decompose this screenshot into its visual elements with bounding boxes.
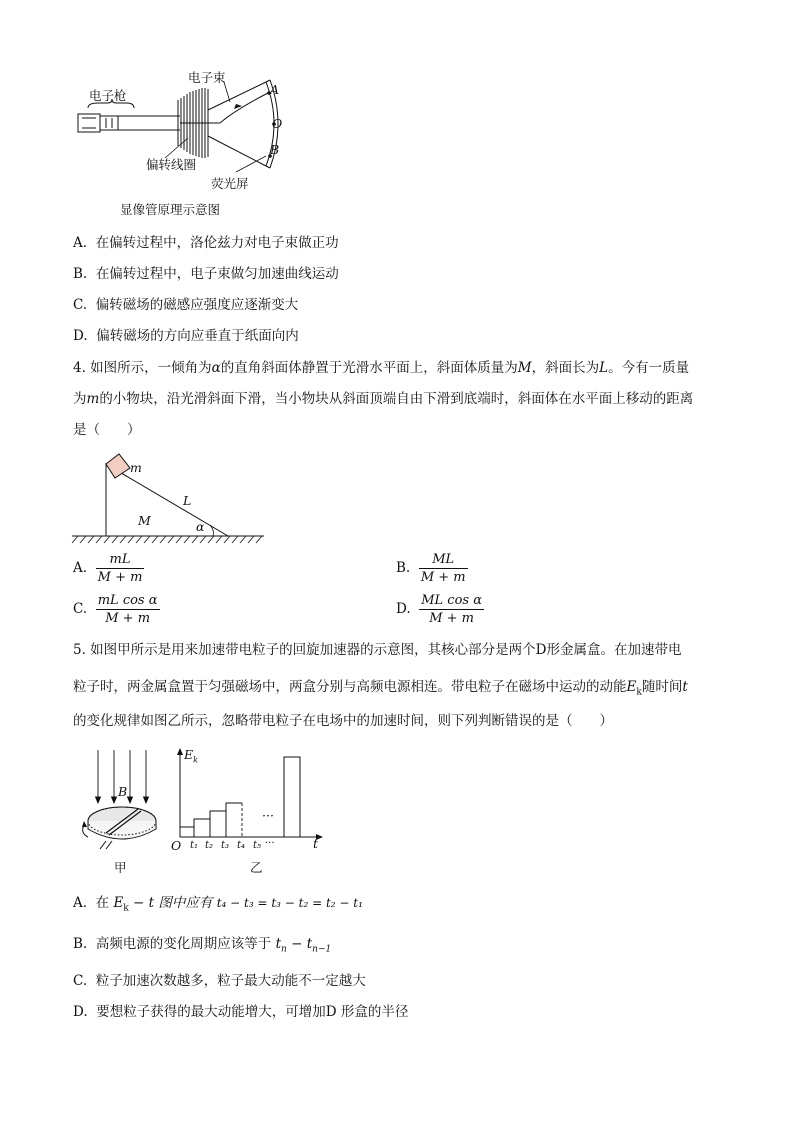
option-text: 在偏转过程中，洛伦兹力对电子束做正功: [95, 235, 339, 251]
incline-angle-label: α: [196, 519, 205, 534]
option-fraction: [96, 552, 145, 585]
denominator: M + m: [97, 570, 143, 585]
formula-part: − t: [286, 936, 313, 952]
q5-ek-sub: k: [636, 687, 642, 698]
option-letter: B.: [73, 266, 88, 282]
option-letter: A.: [73, 895, 88, 911]
graph-tick-t3: t₃: [221, 840, 230, 851]
crt-point-a-label: A: [270, 82, 280, 97]
formula-part: t: [275, 936, 282, 952]
denominator: M + m: [420, 570, 466, 585]
crt-beam-label: 电子束: [188, 70, 226, 85]
denominator: M + m: [429, 611, 475, 626]
q3-option-a: [73, 233, 339, 253]
q5-option-a: [73, 893, 363, 919]
cyclotron-diagram: [70, 745, 170, 860]
q4-option-b: [396, 552, 468, 585]
q5-ek: E: [626, 679, 637, 695]
graph-y-axis-label: [184, 747, 198, 765]
option-text: 粒子加速次数越多，粒子最大动能不一定越大: [95, 973, 366, 989]
option-text: − t 图中应有: [128, 895, 213, 911]
option-letter: B.: [396, 560, 411, 576]
q5-stem-line-2: [73, 677, 688, 703]
option-text: 在偏转过程中，电子束做匀加速曲线运动: [95, 266, 339, 282]
q4-text: 。今有一质量: [608, 360, 690, 376]
q4-alpha: α: [211, 360, 221, 376]
q4-stem-line-3: 是（ ）: [73, 422, 141, 438]
numerator: ML cos α: [421, 593, 483, 608]
q5-stem-line-3: 的变化规律如图乙所示，忽略带电粒子在电场中的加速时间，则下列判断错误的是（ ）: [73, 713, 613, 729]
option-text: 高频电源的变化周期应该等于: [95, 936, 272, 952]
numerator: mL: [96, 552, 145, 569]
q5-option-c: [73, 971, 366, 991]
q5-text: 粒子时，两金属盒置于匀强磁场中，两盒分别与高频电源相连。带电粒子在磁场中运动的动能: [73, 679, 627, 695]
crt-point-o-label: O: [272, 116, 283, 131]
option-letter: B.: [73, 936, 88, 952]
q4-text: 4. 如图所示，一倾角为: [73, 360, 212, 376]
graph-x-axis-label: t: [313, 836, 319, 851]
graph-tick-more: ···: [265, 838, 275, 849]
numerator: ML: [419, 552, 468, 569]
incline-block-label: m: [130, 460, 142, 475]
q4-text: 的直角斜面体静置于光滑水平面上，斜面体质量为: [220, 360, 518, 376]
q4-mass-m-big: M: [517, 360, 532, 376]
q3-option-c: [73, 295, 298, 315]
graph-origin-label: O: [171, 838, 182, 853]
q5-text: 随时间: [641, 679, 683, 695]
graph-tick-t5: t₅: [253, 840, 262, 851]
crt-caption: 显像管原理示意图: [120, 202, 221, 217]
q5-t: t: [682, 679, 688, 695]
q4-stem-line-1: [73, 358, 689, 378]
option-fraction: [96, 593, 160, 626]
option-text: 在: [95, 895, 110, 911]
option-text: 要想粒子获得的最大动能增大，可增加D 形盒的半径: [96, 1004, 409, 1020]
q5-stem-line-1: 5. 如图甲所示是用来加速带电粒子的回旋加速器的示意图，其核心部分是两个D形金属盒。在加速带电: [73, 642, 682, 658]
option-formula: [275, 936, 332, 955]
axis-y-sub: k: [193, 755, 198, 765]
axis-y-symbol: E: [184, 747, 194, 762]
q4-text: ，斜面长为: [531, 360, 600, 376]
crt-gun-label: 电子枪: [89, 88, 127, 103]
q4-option-c: [73, 593, 160, 626]
figure-jia-label: 甲: [114, 860, 127, 875]
q4-mass-m-small: m: [86, 391, 100, 407]
q3-option-b: [73, 264, 339, 284]
option-letter: C.: [73, 297, 88, 313]
option-formula: t₄ − t₃ = t₃ − t₂ = t₂ − t₁: [216, 896, 363, 910]
option-fraction: [419, 593, 484, 626]
crt-point-b-label: B: [270, 142, 280, 157]
option-text: 偏转磁场的方向应垂直于纸面向内: [96, 328, 299, 344]
graph-dots: ···: [262, 808, 274, 823]
q4-text: 的小物块，沿光滑斜面下滑，当小物块从斜面顶端自由下滑到底端时，斜面体在水平面上移动的距离: [99, 391, 694, 407]
cyclotron-field-label: B: [118, 784, 128, 799]
q4-option-a: [73, 552, 144, 585]
denominator: M + m: [105, 611, 151, 626]
figure-yi-label: 乙: [250, 860, 263, 875]
q5-option-b: [73, 934, 331, 960]
option-letter: D.: [73, 328, 88, 344]
graph-tick-t4: t₄: [237, 840, 246, 851]
formula-sub: n−1: [312, 944, 332, 955]
option-letter: C.: [73, 601, 88, 617]
q4-text: 为: [73, 391, 87, 407]
crt-screen-label: 荧光屏: [211, 176, 249, 191]
option-ek: E: [113, 895, 124, 911]
option-letter: A.: [73, 560, 88, 576]
q4-stem-line-2: [73, 389, 693, 409]
option-letter: D.: [73, 1004, 88, 1020]
incline-diagram: [70, 450, 270, 550]
q4-length-l: L: [599, 360, 609, 376]
option-letter: D.: [396, 601, 411, 617]
q5-option-d: [73, 1002, 408, 1022]
incline-length-label: L: [183, 493, 192, 508]
option-text: 偏转磁场的磁感应强度应逐渐变大: [95, 297, 299, 313]
option-letter: C.: [73, 973, 88, 989]
crt-coil-label: 偏转线圈: [146, 157, 197, 172]
incline-mass-label: M: [138, 513, 151, 528]
formula-sub: n: [281, 944, 287, 955]
option-letter: A.: [73, 235, 88, 251]
numerator: mL cos α: [97, 593, 158, 608]
graph-tick-t2: t₂: [205, 840, 214, 851]
option-fraction: [419, 552, 468, 585]
q3-option-d: [73, 326, 299, 346]
option-ek-sub: k: [123, 903, 129, 914]
graph-tick-t1: t₁: [190, 840, 199, 851]
q4-option-d: [396, 593, 484, 626]
